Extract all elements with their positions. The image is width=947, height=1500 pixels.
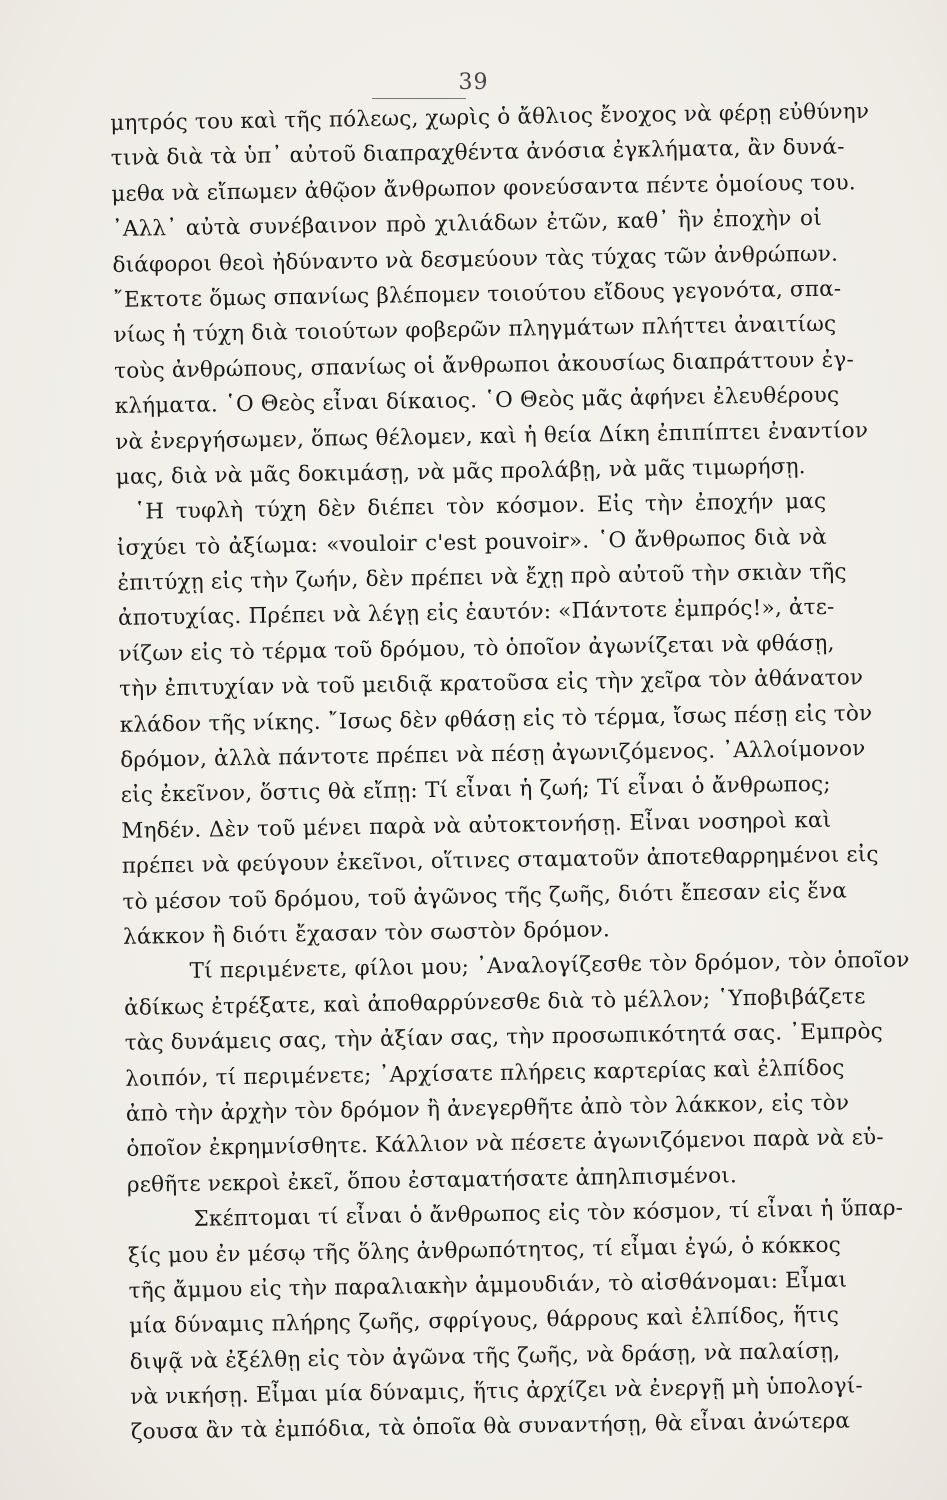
text-line: ἀπὸ τὴν ἀρχὴν τὸν δρόμον ἢ ἀνεγερθῆτε ἀπὸ τὸν λάκκον, εἰς τὸν: [125, 1090, 850, 1127]
text-line: νίως ἡ τύχη διὰ τοιούτων φοβερῶν πληγμάτων πλήττει ἀναιτίως: [113, 311, 837, 349]
text-line: ἀποτυχίας. Πρέπει νὰ λέγῃ εἰς ἑαυτόν: «Πάντοτε ἐμπρός!», ἀτε-: [117, 595, 835, 632]
text-line: ᾿Αλλ᾿ αὐτὰ συνέβαινον πρὸ χιλιάδων ἐτῶν, καθ᾿ ἣν ἐποχὴν οἱ: [111, 206, 823, 243]
text-line: διάφοροι θεοὶ ἠδύναντο νὰ δεσμεύουν τὰς τύχας τῶν ἀνθρώπων.: [112, 241, 839, 278]
text-line: ῎Εκτοτε ὅμως σπανίως βλέπομεν τοιούτου εἴδους γεγονότα, σπα-: [112, 276, 842, 313]
text-line: τῆς ἄμμου εἰς τὴν παραλιακὴν ἀμμουδιάν, τὸ αἰσθάνομαι: Εἶμαι: [128, 1267, 848, 1304]
text-line: λάκκον ἢ διότι ἔχασαν τὸν σωστὸν δρόμον.: [122, 917, 611, 950]
text-line: τινὰ διὰ τὰ ὑπ᾿ αὐτοῦ διαπραχθέντα ἀνόσια ἐγκλήματα, ἂν δυνά-: [110, 134, 845, 172]
text-line: μητρός του καὶ τῆς πόλεως, χωρὶς ὁ ἄθλιος ἔνοχος νὰ φέρῃ εὐθύνην: [110, 99, 870, 136]
text-line: ζουσα ἂν τὰ ἐμπόδια, τὰ ὁποῖα θὰ συναντήσῃ, θὰ εἶναι ἀνώτερα: [130, 1408, 851, 1446]
text-line: μεθα νὰ εἴπωμεν ἀθῷον ἄνθρωπον φονεύσαντα πέντε ὁμοίους του.: [111, 170, 857, 207]
text-line: τοὺς ἀνθρώπους, σπανίως οἱ ἄνθρωποι ἀκουσίως διαπράττουν ἐγ-: [113, 347, 855, 384]
text-line: νὰ ἐνεργήσωμεν, ὅπως θέλομεν, καὶ ἡ θεία Δίκη ἐπιπίπτει ἐναντίον: [115, 417, 869, 455]
text-line: κλάδον τῆς νίκης. ῎Ισως δὲν φθάσῃ εἰς τὸ τέρμα, ἴσως πέσῃ εἰς τὸν: [119, 700, 873, 738]
paragraph: [116, 484, 879, 955]
text-line: ὁποῖον ἐκρημνίσθητε. Κάλλιον νὰ πέσετε ἀγωνιζόμενοι παρὰ νὰ εὑ-: [126, 1125, 884, 1163]
text-line: τὴν ἐπιτυχίαν νὰ τοῦ μειδιᾷ κρατοῦσα εἰς τὴν χεῖρα τὸν ἀθάνατον: [118, 665, 864, 703]
text-line: εἰς ἐκεῖνον, ὅστις θὰ εἴπῃ: Τί εἶναι ἡ ζωή; Τί εἶναι ὁ ἄνθρωπος;: [120, 772, 831, 809]
text-line: δρόμον, ἀλλὰ πάντοτε πρέπει νὰ πέσῃ ἀγωνιζόμενος. ᾿Αλλοίμονον: [120, 736, 866, 773]
text-line: ξίς μου ἐν μέσῳ τῆς ὅλης ἀνθρωπότητος, τί εἶμαι ἐγώ, ὁ κόκκος: [127, 1232, 842, 1269]
text-line: κλήματα. ῾Ο Θεὸς εἶναι δίκαιος. ῾Ο Θεὸς μᾶς ἀφήνει ἐλευθέρους: [114, 382, 840, 420]
text-line: λοιπόν, τί περιμένετε; ᾿Αρχίσατε πλήρεις καρτερίας καὶ ἐλπίδος: [125, 1055, 845, 1092]
paragraph: [123, 944, 910, 1203]
paragraph: [127, 1192, 904, 1451]
text-line: τὸ μέσον τοῦ δρόμου, τοῦ ἀγῶνος τῆς ζωῆς, διότι ἔπεσαν εἰς ἕνα: [122, 878, 848, 915]
body-text: [110, 95, 910, 1451]
text-line: Σκέπτομαι τί εἶναι ὁ ἄνθρωπος εἰς τὸν κόσμον, τί εἶναι ἡ ὕπαρ-: [193, 1195, 904, 1232]
text-line: νὰ νικήσῃ. Εἶμαι μία δύναμις, ἥτις ἀρχίζει νὰ ἐνεργῇ μὴ ὑπολογί-: [130, 1373, 864, 1410]
text-line: διψᾷ νὰ ἐξέλθῃ εἰς τὸν ἀγῶνα τῆς ζωῆς, νὰ δράσῃ, νὰ παλαίσῃ,: [129, 1338, 841, 1375]
text-line: Μηδέν. Δὲν τοῦ μένει παρὰ νὰ αὐτοκτονήσῃ. Εἶναι νοσηροὶ καὶ: [121, 807, 832, 844]
text-line: ρεθῆτε νεκροὶ ἐκεῖ, ὅπου ἐσταματήσατε ἀπηλπισμένοι.: [126, 1163, 738, 1198]
text-line: ἀδίκως ἐτρέξατε, καὶ ἀποθαρρύνεσθε διὰ τὸ μέλλον; ῾Υποβιβάζετε: [123, 984, 866, 1021]
text-line: τὰς δυνάμεις σας, τὴν ἀξίαν σας, τὴν προσωπικότητά σας. ᾿Εμπρὸς: [124, 1019, 884, 1057]
text-line: νίζων εἰς τὸ τέρμα τοῦ δρόμου, τὸ ὁποῖον ἀγωνίζεται νὰ φθάσῃ,: [118, 630, 835, 667]
paragraph: [110, 95, 870, 495]
text-line: πρέπει νὰ φεύγουν ἐκεῖνοι, οἵτινες σταματοῦν ἀποτεθαρρημένοι εἰς: [121, 842, 879, 880]
text-line: ἐπιτύχῃ εἰς τὴν ζωήν, δὲν πρέπει νὰ ἔχῃ πρὸ αὐτοῦ τὴν σκιὰν τῆς: [117, 559, 847, 597]
text-line: ἰσχύει τὸ ἀξίωμα: «vouloir c'est pouvoir». ῾Ο ἄνθρωπος διὰ νὰ: [116, 524, 828, 561]
text-line: μας, διὰ νὰ μᾶς δοκιμάσῃ, νὰ μᾶς προλάβῃ, νὰ μᾶς τιμωρήσῃ.: [115, 454, 806, 490]
page-number-rule: [372, 98, 466, 99]
page-number: 39: [458, 70, 489, 95]
text-line: ῾Η τυφλὴ τύχη δὲν διέπει τὸν κόσμον. Εἰς τὴν ἐποχήν μας: [134, 489, 827, 525]
text-line: Τί περιμένετε, φίλοι μου; ᾿Αναλογίζεσθε τὸν δρόμον, τὸν ὁποῖον: [189, 947, 910, 985]
text-line: μία δύναμις πλήρης ζωῆς, σφρίγους, θάρρους καὶ ἐλπίδος, ἥτις: [128, 1302, 840, 1340]
